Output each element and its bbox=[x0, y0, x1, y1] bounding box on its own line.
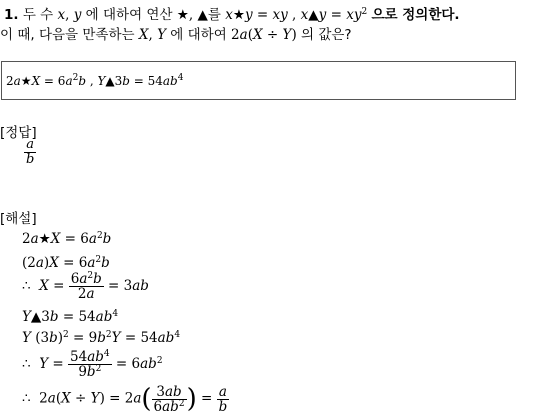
triangle-symbol: ▲ bbox=[197, 7, 208, 23]
q-text-3: 를 bbox=[207, 7, 221, 23]
q-text-6: 에 대하여 bbox=[170, 27, 227, 43]
solution-line-3: ∴ X = $\frac{6a^2b}{2a}$ = 3ab bbox=[22, 271, 149, 302]
solution-label: [해설] bbox=[0, 211, 37, 227]
answer-value: $\frac{a}{b}$ bbox=[26, 137, 35, 167]
q-text-2: 에 대하여 연산 bbox=[85, 7, 173, 23]
solution-line-5: Y $(3b)^2 = 9b^2Y = 54ab^4$ bbox=[22, 330, 181, 346]
star-symbol: ★ bbox=[176, 7, 189, 23]
given-condition-box bbox=[1, 61, 516, 100]
question-line-1: 1. 두 수 x, y 에 대하여 연산 ★, ▲를 x★y = xy , x▲y = $xy^2$ 으로 정의한다. bbox=[4, 7, 460, 23]
therefore-symbol-2: ∴ bbox=[22, 356, 31, 372]
solution-line-4: Y▲3b = $54ab^4$ bbox=[22, 309, 119, 325]
q-text-4: 으로 정의한다. bbox=[371, 7, 460, 23]
therefore-symbol-1: ∴ bbox=[22, 278, 31, 294]
solution-line-6: ∴ Y = $\frac{54ab^4}{9b^2}$ = $6ab^2$ bbox=[22, 349, 163, 380]
answer-label: [정답] bbox=[0, 125, 37, 141]
solution-line-1: 2a★X = $6a^2b$ bbox=[22, 231, 112, 247]
question-number: 1. bbox=[4, 7, 19, 23]
therefore-symbol-3: ∴ bbox=[22, 390, 31, 407]
solution-line-7: ∴ 2a(X ÷ Y) = 2a( $\frac{3ab}{6ab^2}$ ) = $\frac{a}{b}$ bbox=[22, 383, 228, 415]
solution-line-2: $(2a)X = 6a^2b$ bbox=[22, 255, 110, 271]
q-text-1: 두 수 bbox=[22, 7, 54, 23]
q-text-7: 의 값은? bbox=[301, 27, 352, 43]
q-text-5: 이 때, 다음을 만족하는 bbox=[0, 27, 135, 43]
question-line-2: 이 때, 다음을 만족하는 X, Y 에 대하여 2a(X ÷ Y) 의 값은? bbox=[0, 27, 352, 43]
given-condition: 2a★X = $6a^2b$ , Y▲3b = $54ab^4$ bbox=[6, 73, 184, 88]
